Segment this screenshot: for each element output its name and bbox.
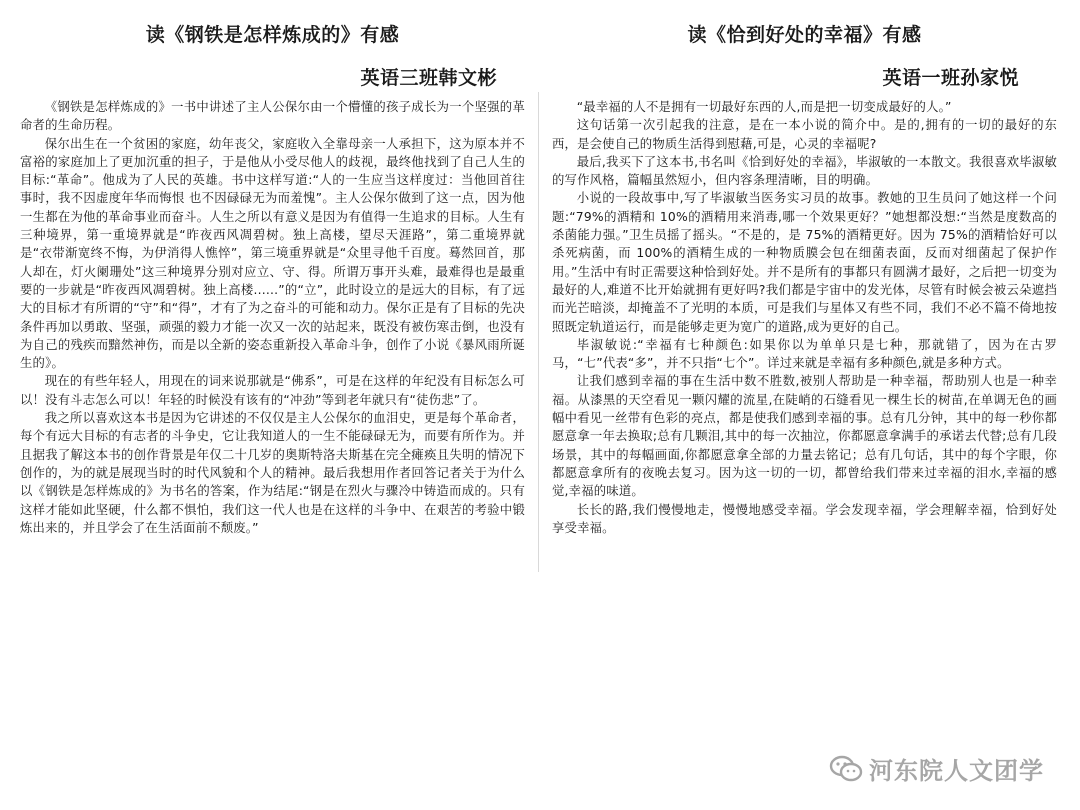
paragraph: 我之所以喜欢这本书是因为它讲述的不仅仅是主人公保尔的血泪史，更是每个革命者，每个有远大目标的有志者的斗争史，它让我知道人的一生不能碌碌无为，而要有所作为。并且据我了解这本书的创作背景是年仅二十几岁的奥斯特洛夫斯基在完全瘫痪且失明的情况下创作的，为的就是展现当时的时代风貌和个人的精神。最后我想用作者回答记者关于为什么以《钢铁是怎样炼成的》为书名的答案，作为结尾:“钢是在烈火与骤冷中铸造而成的。只有这样才能如此坚硬，什么都不惧怕，我们这一代人也是在这样的斗争中、在艰苦的考验中锻炼出来的，并且学会了在生活面前不颓废。” — [20, 411, 525, 535]
paragraph: 长长的路,我们慢慢地走，慢慢地感受幸福。学会发现幸福，学会理解幸福，恰到好处享受幸福。 — [552, 502, 1057, 535]
right-essay-author: 英语一班孙家悦 — [882, 67, 1019, 89]
paragraph: 这句话第一次引起我的注意，是在一本小说的简介中。是的,拥有的一切的最好的东西，是会使自己的物质生活得到慰藉,可是，心灵的幸福呢? — [552, 118, 1057, 151]
wechat-official-account-icon — [829, 754, 863, 784]
left-essay-title: 读《钢铁是怎样炼成的》有感 — [145, 24, 400, 46]
paragraph: 小说的一段故事中,写了毕淑敏当医务实习员的故事。教她的卫生员问了她这样一个问题:“79%的酒精和 10%的酒精用来消毒,哪一个效果更好？”她想都没想:“当然是度数高的杀菌能力强。”卫生员摇了摇头。“不是的，是 75%的酒精更好。因为 75%的酒精恰好可以杀死病菌，而 100%的酒精生成的一种物质膜会包在细菌表面，反而对细菌起了保护作用。”生活中有时正需要这种恰到好处。并不是所有的事都只有圆满才最好，之后把一切变为最好的人,难道不比开始就拥有更好吗?我们都是宇宙中的发光体，尽管有时候会被云朵遮挡而光芒暗淡，却掩盖不了光明的本质，可是我们与星体又有些不同，我们不必不篇不倚地按照既定轨道运行，而是能够走更为宽广的道路,成为更好的自己。 — [552, 191, 1057, 334]
paragraph: 现在的有些年轻人，用现在的词来说那就是“佛系”，可是在这样的年纪没有目标怎么可以！没有斗志怎么可以！年轻的时候没有该有的“冲劲”等到老年就只有“徒伤悲”了。 — [20, 374, 525, 407]
left-essay-author: 英语三班韩文彬 — [360, 67, 497, 89]
paragraph: “最幸福的人不是拥有一切最好东西的人,而是把一切变成最好的人。” — [576, 100, 952, 114]
paragraph: 最后,我买下了这本书,书名叫《恰到好处的幸福》，毕淑敏的一本散文。我很喜欢毕淑敏的写作风格，篇幅虽然短小，但内容条理清晰，目的明确。 — [552, 154, 1057, 188]
right-essay-body — [552, 98, 1057, 537]
left-essay-body — [20, 98, 525, 537]
column-divider — [538, 92, 539, 572]
paragraph: 《钢铁是怎样炼成的》一书中讲述了主人公保尔由一个懵懂的孩子成长为一个坚强的革命者的生命历程。 — [20, 100, 525, 133]
paragraph: 保尔出生在一个贫困的家庭，幼年丧父，家庭收入全靠母亲一人承担下，这为原本并不富裕的家庭加上了更加沉重的担子，于是他从小受尽他人的歧视，最终他找到了自己人生的目标:“革命”。他成为了人民的英雄。书中这样写道:“人的一生应当这样度过：当他回首往事时，我不因虚度年华而悔恨 也不因碌碌无为而羞愧”。主人公保尔做到了这一点，因为他一生都在为他的革命事业而奋斗。人生之所以有意义是因为有值得一生追求的目标。人生有三种境界，第一重境界就是“昨夜西风凋碧树。独上高楼，望尽天涯路”，第二重境界就是“衣带渐宽终不悔，为伊消得人憔悴”，第三境重界就是“众里寻他千百度。蓦然回首，那人却在，灯火阑珊处”这三种境界分别对应立、守、得。所谓万事开头难，最难得也是最重要的一步就是“昨夜西风凋碧树。独上高楼......”的“立”，此时设立的是远大的目标，有了远大的目标才有所谓的“守”和“得”，才有了为之奋斗的可能和动力。保尔正是有了目标的先决条件再加以勇敢、坚强，顽强的毅力才能一次又一次的站起来，既没有被伤寒击倒，也没有为自己的残疾而黯然神伤，而是以全新的姿态重新投入革命斗争，创作了小说《暴风雨所诞生的》。 — [20, 136, 525, 371]
watermark — [829, 751, 1044, 786]
right-essay — [552, 14, 1057, 537]
watermark-text: 河东院人文团学 — [869, 757, 1044, 785]
left-essay — [20, 14, 525, 537]
right-essay-title: 读《恰到好处的幸福》有感 — [687, 24, 922, 46]
paragraph: 让我们感到幸福的事在生活中数不胜数,被别人帮助是一种幸福，帮助别人也是一种幸福。从漆黑的天空看见一颗闪耀的流星,在陡峭的石缝看见一棵生长的树苗,在单调无色的画幅中看见一丝带有色彩的亮点，都是使我们感到幸福的事。总有几分钟，其中的每一秒你都愿意拿一年去换取;总有几颗泪,其中的每一次抽泣，你都愿意拿满手的承诺去代替;总有几段场景，其中的每幅画面,你都愿意拿全部的力量去铭记；总有几句话，其中的每个字眼，你都愿意拿所有的夜晚去复习。因为这一切的一切，都曾给我们带来过幸福的泪水,幸福的感觉,幸福的味道。 — [552, 374, 1057, 499]
paragraph: 毕淑敏说:“幸福有七种颜色:如果你以为单单只是七种，那就错了，因为在古罗马，“七”代表“多”，并不只指“七个”。详过来就是幸福有多种颜色,就是多种方式。 — [552, 337, 1057, 371]
